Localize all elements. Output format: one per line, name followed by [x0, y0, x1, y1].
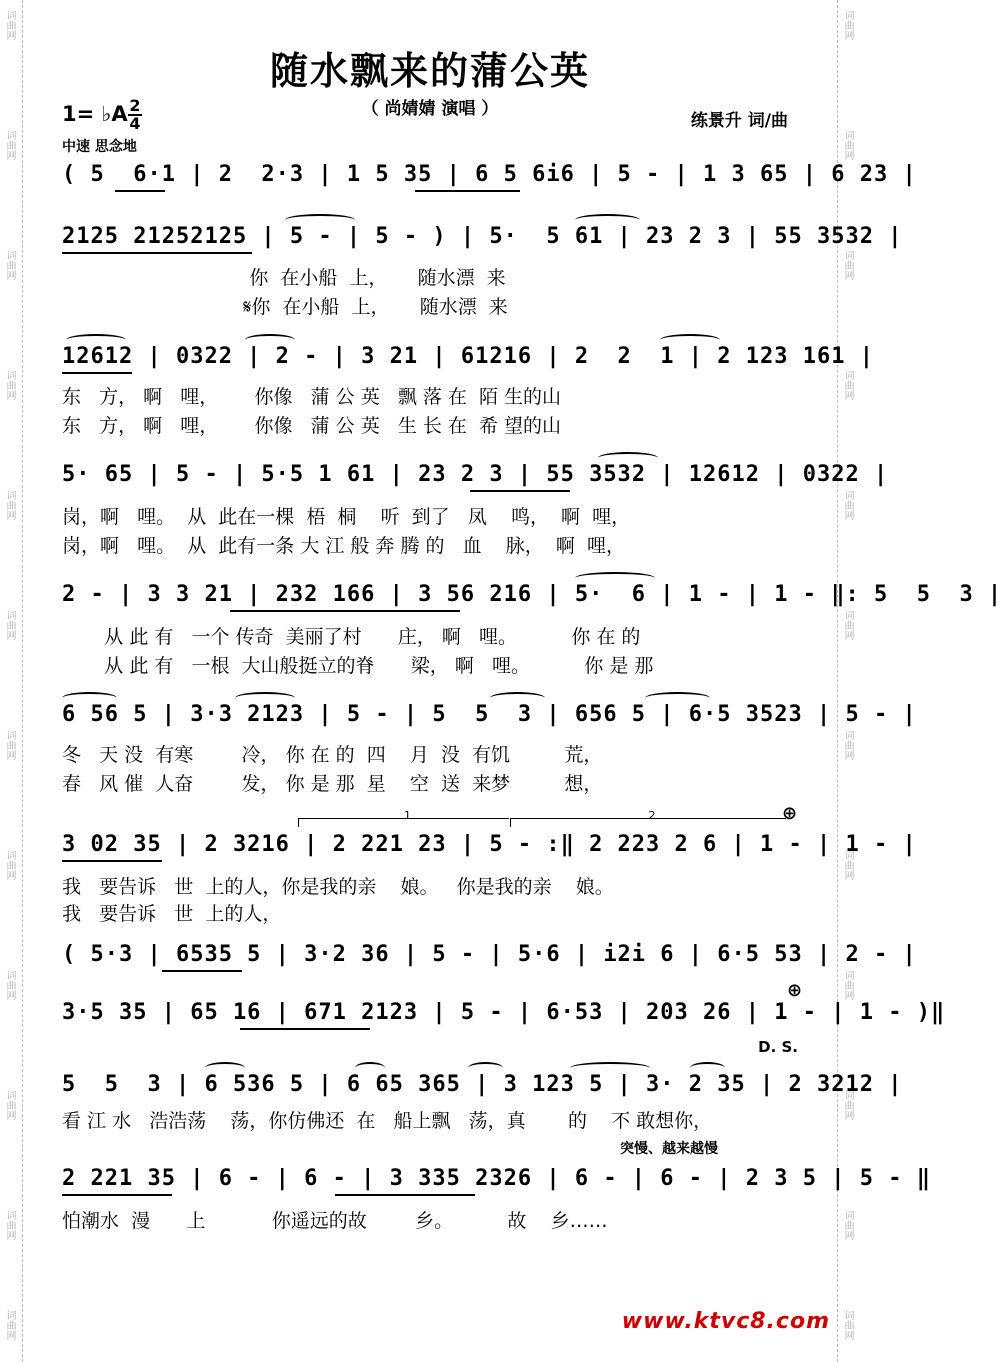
first-ending-bracket [298, 809, 509, 827]
lyric-line-1: 看 江 水 浩浩荡 荡，你仿佛还 在 船上飘 荡，真 的 不 敢想你， [62, 1110, 713, 1132]
song-title: 随水飘来的蒲公英 [269, 49, 590, 93]
score-row-9 [62, 1000, 946, 1034]
lyric-line-1: 怕潮水 漫 上 你遥远的故 乡。 故 乡…… [62, 1210, 608, 1232]
first-ending-number: 1 [404, 809, 411, 822]
score-row-3 [62, 344, 874, 378]
right-margin-watermark: 词曲网 词曲网 词曲网 词曲网 词曲网 词曲网 词曲网 词曲网 词曲网 词曲网 词曲网 词曲网 [837, 0, 860, 1362]
second-ending-number: 2 [648, 809, 656, 822]
score-row-6 [62, 702, 917, 736]
notation-line: ( 5·3 | 6535 5 | 3·2 36 | 5 - | 5·6 | i2i 6 | 6·5 53 | 2 - | [62, 942, 917, 967]
expression-marking: 突慢、越来越慢 [620, 1141, 718, 1157]
tempo-marking: 中速 思念地 [62, 139, 137, 155]
coda-icon: ⊕ [787, 980, 803, 1001]
time-signature-bottom: 4 [129, 114, 141, 133]
notation-line: 12612 | 0322 | 2 - | 3 21 | 61216 | 2 2 1 | 2 123 161 | [62, 344, 874, 369]
lyric-line-2: 春 风 催 人奋 发， 你 是 那 星 空 送 来梦 想， [62, 773, 603, 795]
key-signature: 1= ♭A [62, 102, 128, 126]
lyric-line-1: 岗，啊 哩。 从 此在一棵 梧 桐 听 到了 凤 鸣， 啊 哩， [62, 506, 631, 528]
lyric-line-2: 我 要告诉 世 上的人， [62, 903, 282, 925]
lyric-line-2: 东 方， 啊 哩， 你像 蒲 公 英 生 长 在 希 望的山 [62, 415, 562, 437]
composer-credit: 练景升 词/曲 [690, 111, 788, 131]
notation-line: 2 - | 3 3 21 | 232 166 | 3 56 216 | 5· 6 | 1 - | 1 - ‖: 5 5 3 | [62, 582, 1002, 607]
lyric-line-2: 𝄋你 在小船 上， 随水漂 来 [62, 296, 508, 318]
score-row-4 [62, 462, 889, 496]
score-row-7 [62, 832, 917, 866]
lyric-line-1: 东 方， 啊 哩， 你像 蒲 公 英 飘 落 在 陌 生的山 [62, 386, 562, 408]
notation-line: 3·5 35 | 65 16 | 671 2123 | 5 - | 6·53 | 203 26 | 1 - | 1 - )‖ [62, 1000, 946, 1025]
lyric-line-2: 从 此 有 一根 大山般挺立的脊 梁， 啊 哩。 你 是 那 [62, 655, 654, 677]
singer-credit: （ 尚婧婧 演唱 ） [361, 99, 499, 119]
notation-line: ( 5 6·1 | 2 2·3 | 1 5 35 | 6 5 6i6 | 5 - | 1 3 65 | 6 23 | [62, 162, 917, 187]
left-margin-watermark: 词曲网 词曲网 词曲网 词曲网 词曲网 词曲网 词曲网 词曲网 词曲网 词曲网 词曲网 词曲网 [0, 0, 23, 1362]
lyric-line-1: 冬 天 没 有寒 冷， 你 在 的 四 月 没 有饥 荒， [62, 744, 603, 766]
time-signature-top: 2 [129, 96, 141, 115]
lyric-line-1: 你 在小船 上， 随水漂 来 [62, 267, 506, 289]
lyric-line-1: 从 此 有 一个 传奇 美丽了村 庄， 啊 哩。 你 在 的 [62, 626, 641, 648]
notation-line: 5 5 3 | 6 536 5 | 6 65 365 | 3 123 5 | 3· 2 35 | 2 3212 | [62, 1072, 903, 1097]
notation-line: 5· 65 | 5 - | 5·5 1 61 | 23 2 3 | 55 3532 | 12612 | 0322 | [62, 462, 889, 487]
coda-icon: ⊕ [782, 803, 798, 824]
notation-line: 2125 21252125 | 5 - | 5 - ) | 5· 5 61 | 23 2 3 | 55 3532 | [62, 224, 903, 249]
notation-line: 2 221 35 | 6 - | 6 - | 3 335 2326 | 6 - | 6 - | 2 3 5 | 5 - ‖ [62, 1166, 931, 1191]
lyric-line-2: 岗，啊 哩。 从 此有一条 大 江 般 奔 腾 的 血 脉， 啊 哩， [62, 535, 625, 557]
dal-segno-marking: D. S. [758, 1038, 798, 1056]
time-signature [128, 98, 142, 132]
second-ending-bracket [510, 809, 786, 827]
score-row-10 [62, 1072, 903, 1106]
website-watermark: www.ktvc8.com [621, 1309, 830, 1334]
notation-line: 6 56 5 | 3·3 2123 | 5 - | 5 5 3 | 656 5 | 6·5 3523 | 5 - | [62, 702, 917, 727]
lyric-line-1: 我 要告诉 世 上的人，你是我的亲 娘。 你是我的亲 娘。 [62, 876, 614, 898]
notation-line: 3 02 35 | 2 3216 | 2 221 23 | 5 - :‖ 2 223 2 6 | 1 - | 1 - | [62, 832, 917, 857]
